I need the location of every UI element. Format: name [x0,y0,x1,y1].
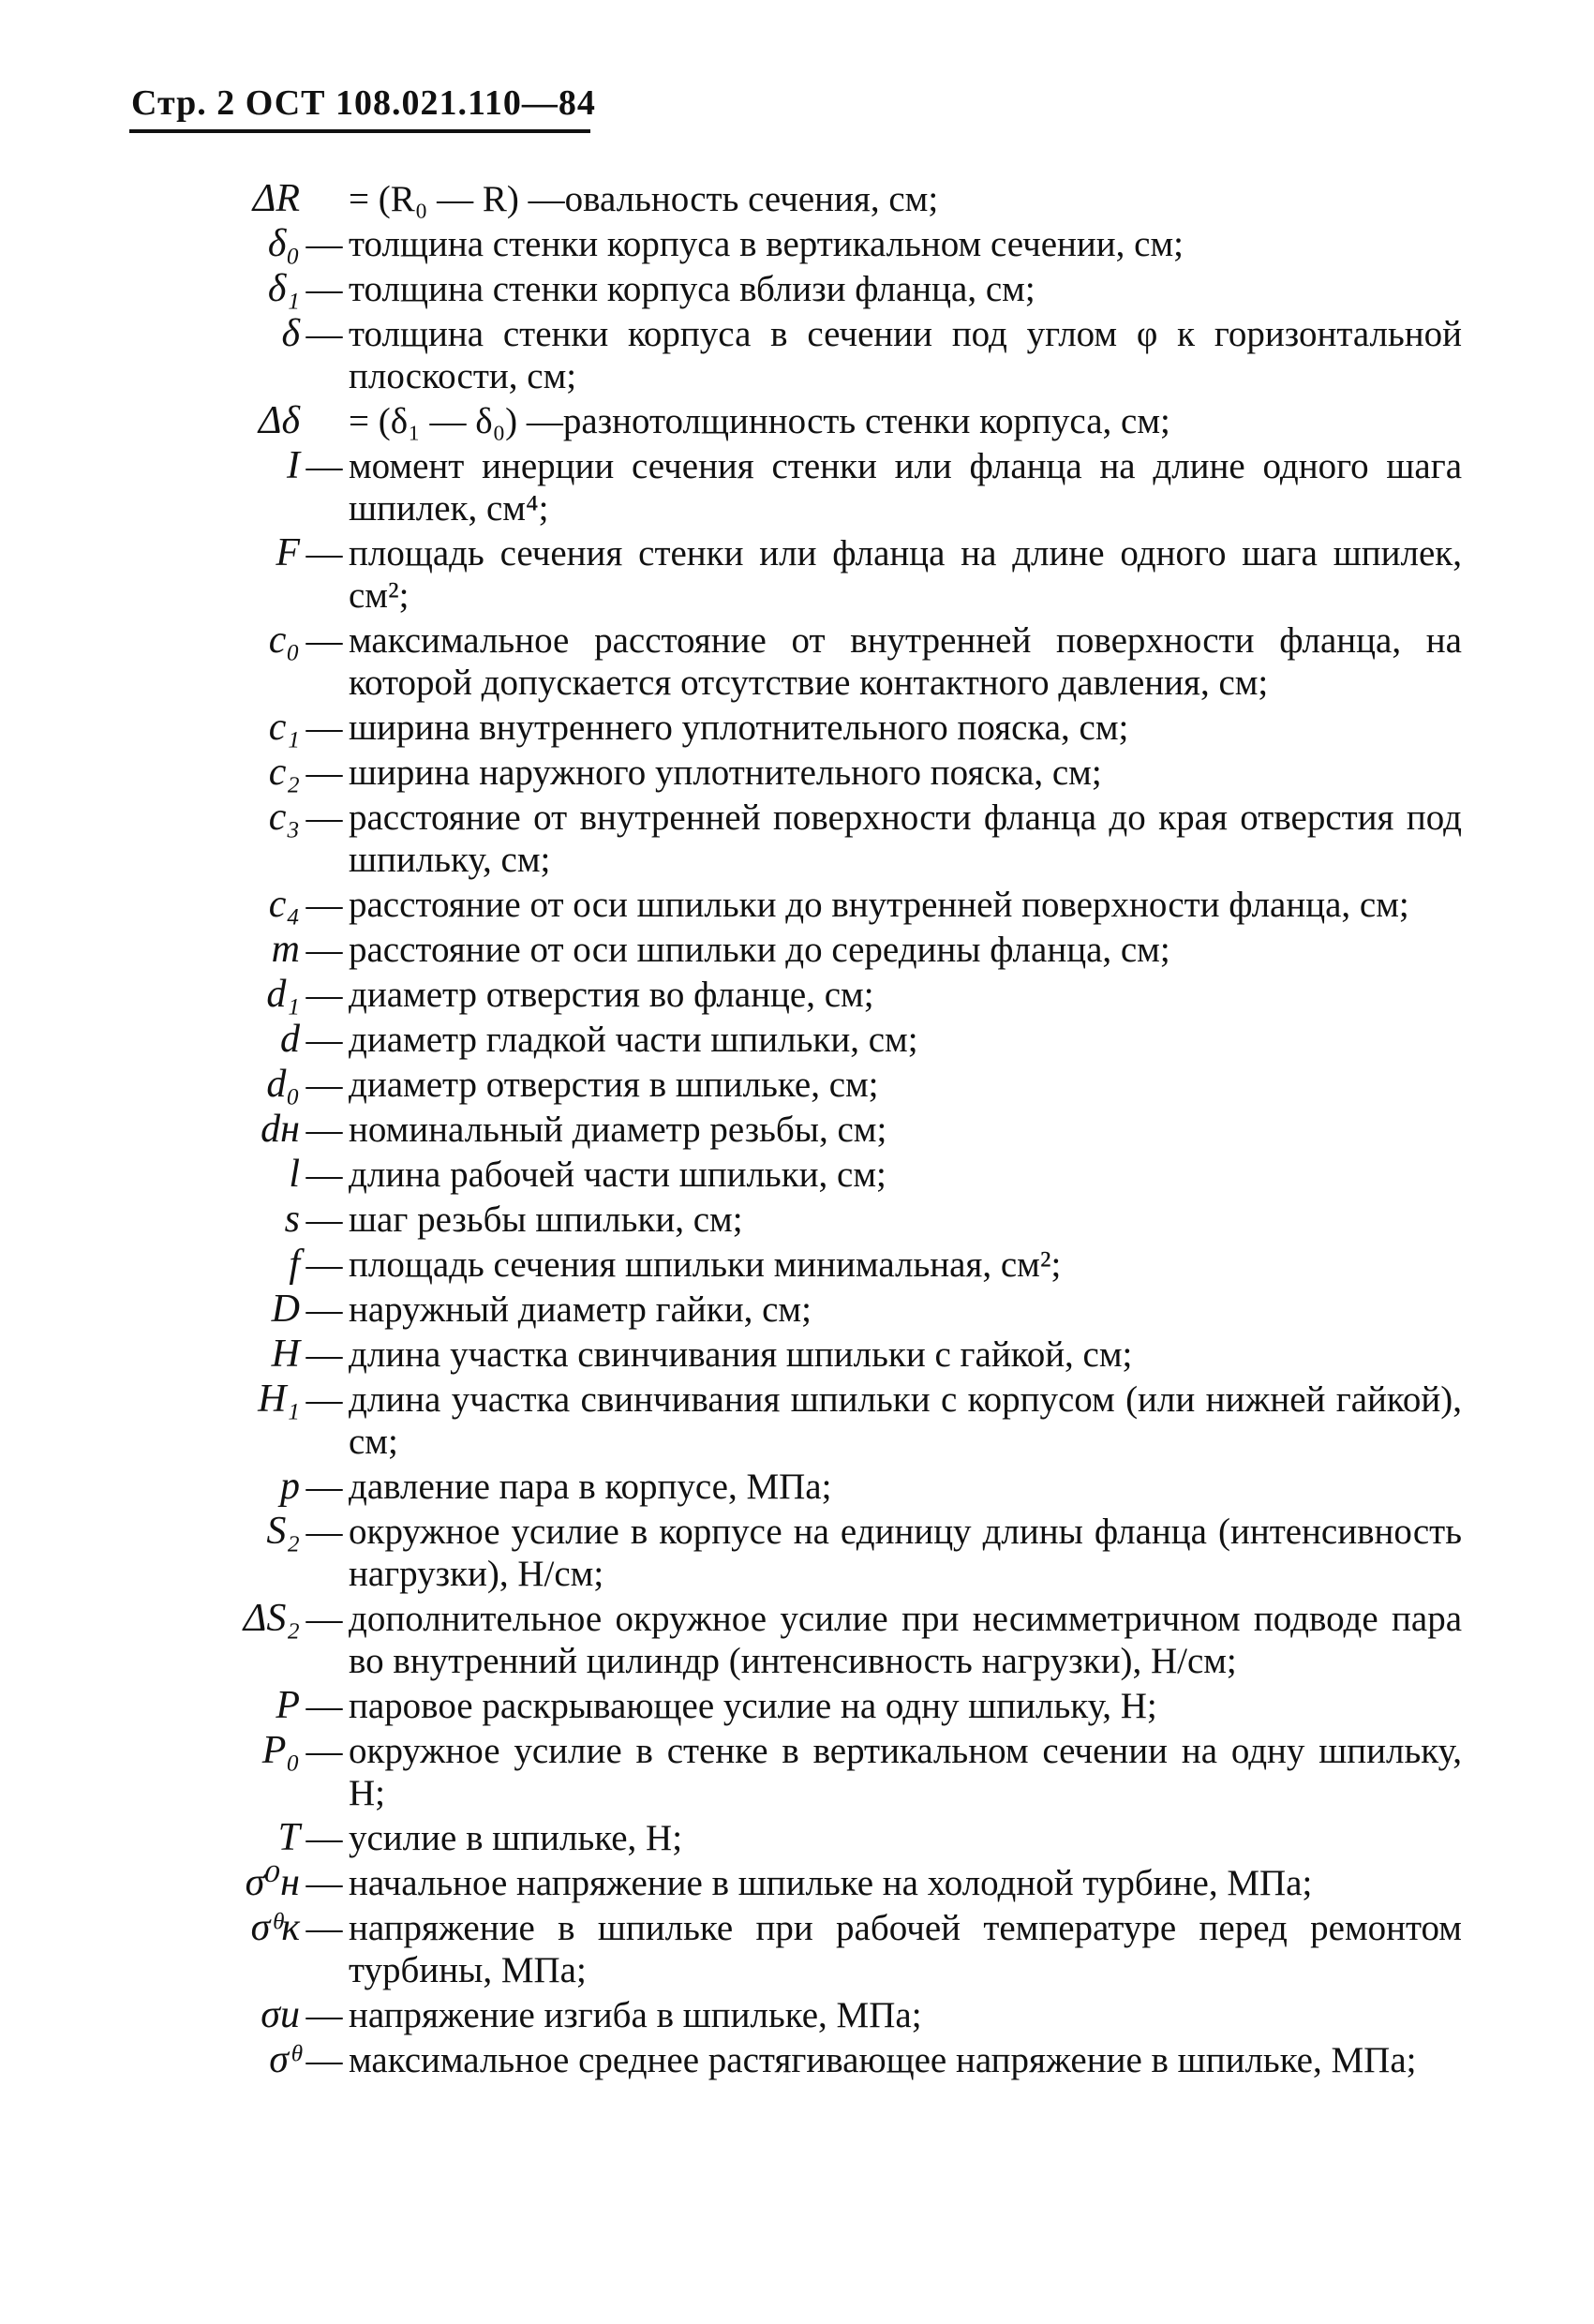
definition-dash: — [305,1467,343,1507]
definition-dash: — [305,752,343,793]
definition-text: расстояние от внутренней поверхности фланца до края отверстия под шпильку, см; [349,797,1462,880]
definition-text: момент инерции сечения стенки или фланца на длине одного шага шпилек, см⁴; [349,446,1462,529]
definition-text: напряжение в шпильке при рабочей температуре перед ремонтом турбины, МПа; [349,1908,1462,1990]
definition-dash: — [305,1155,343,1195]
definition-text: = (δ₁ — δ₀) —разнотолщинность стенки корпуса, см; [349,401,1170,441]
definition-text: номинальный диаметр резьбы, см; [349,1110,887,1150]
definition-text: толщина стенки корпуса в вертикальном сечении, см; [349,224,1184,264]
definition-dash: — [305,1863,343,1903]
definition-item [159,445,1462,529]
definition-text: толщина стенки корпуса в сечении под углом φ к горизонтальной плоскости, см; [349,314,1462,396]
definition-symbol: σᶿк [250,1906,300,1949]
definition-item [159,1685,1462,1727]
definition-symbol: I [287,444,300,487]
definition-symbol: d₁ [266,973,300,1016]
page-header: Стр. 2 ОСТ 108.021.110—84 [131,83,596,123]
definition-text: наружный диаметр гайки, см; [349,1289,812,1330]
definition-item [159,974,1462,1016]
definition-symbol: f [289,1243,300,1286]
definition-item [159,1994,1462,2036]
definition-item [159,1378,1462,1463]
definition-item [159,400,1462,442]
definition-dash: — [305,1334,343,1375]
definition-item [159,1289,1462,1331]
definition-text: максимальное расстояние от внутренней поверхности фланца, на которой допускается отсутствие контактного давления, см; [349,620,1462,703]
definition-dash: — [305,620,343,661]
definition-dash: — [305,708,343,748]
definition-dash: — [305,314,343,354]
definition-symbol: T [277,1816,300,1859]
definition-item [159,619,1462,704]
definition-item [159,1907,1462,1991]
definition-dash: — [305,1199,343,1240]
definition-symbol: c₃ [268,796,300,839]
definition-item [159,223,1462,265]
definition-text: дополнительное окружное усилие при несимметричном подводе пара во внутренний цилиндр (интенсивность нагрузки), Н/см; [349,1599,1462,1681]
definition-dash: — [305,1818,343,1858]
definition-dash: — [305,1379,343,1420]
definition-symbol: ΔS₂ [243,1597,300,1640]
definition-item [159,1511,1462,1595]
definition-dash: — [305,224,343,264]
definition-text: начальное напряжение в шпильке на холодной турбине, МПа; [349,1863,1313,1903]
definition-item [159,1109,1462,1151]
definition-symbol: S₂ [266,1510,300,1553]
definition-dash: — [305,1020,343,1060]
definition-text: диаметр гладкой части шпильки, см; [349,1020,918,1060]
definition-symbol: Δδ [258,399,300,442]
definition-symbol: p [280,1465,300,1508]
definition-symbol: σи [261,1993,300,2036]
definition-symbol: dн [261,1108,300,1151]
definition-dash: — [305,446,343,486]
definition-item [159,178,1462,220]
definition-item [159,2039,1462,2081]
definition-item [159,1199,1462,1241]
definition-item [159,797,1462,881]
definition-symbol: δ₁ [267,267,300,310]
definition-symbol: s [284,1198,300,1241]
definition-item [159,707,1462,749]
definition-text: паровое раскрывающее усилие на одну шпильку, Н; [349,1686,1157,1726]
definition-dash: — [305,1244,343,1285]
definition-text: ширина внутреннего уплотнительного пояска, см; [349,708,1129,748]
definition-item [159,884,1462,926]
definition-item [159,752,1462,794]
definition-dash: — [305,533,343,574]
definition-item [159,929,1462,971]
definition-item [159,1333,1462,1376]
definition-text: длина рабочей части шпильки, см; [349,1155,886,1195]
definition-dash: — [305,885,343,925]
definition-text: усилие в шпильке, Н; [349,1818,683,1858]
definition-symbol: P [276,1684,300,1727]
definition-text: окружное усилие в стенке в вертикальном сечении на одну шпильку, Н; [349,1731,1462,1813]
definition-item [159,268,1462,310]
definition-dash: — [305,1599,343,1639]
definition-text: давление пара в корпусе, МПа; [349,1467,832,1507]
definition-dash: — [305,1995,343,2035]
definition-text: длина участка свинчивания шпильки с гайкой, см; [349,1334,1133,1375]
definition-dash: — [305,1731,343,1771]
definition-symbol: P₀ [261,1729,300,1772]
definition-dash: — [305,1686,343,1726]
definition-item [159,1154,1462,1196]
definition-text: площадь сечения стенки или фланца на длине одного шага шпилек, см²; [349,533,1462,616]
definition-symbol: δ₀ [267,222,300,265]
definitions-list [159,178,1462,2084]
definition-text: расстояние от оси шпильки до внутренней поверхности фланца, см; [349,885,1409,925]
definition-symbol: δ [281,312,300,355]
header-underline [129,129,590,133]
definition-symbol: l [289,1153,300,1196]
definition-dash: — [305,930,343,970]
definition-symbol: d [280,1018,300,1061]
definition-item [159,313,1462,397]
definition-item [159,1598,1462,1682]
definition-item [159,1064,1462,1106]
definition-dash: — [305,1065,343,1105]
definition-dash: — [305,1512,343,1552]
definition-text: = (R₀ — R) —овальность сечения, см; [349,179,939,219]
definition-symbol: σ⁰н [245,1861,300,1904]
definition-symbol: σᶿ [269,2038,300,2081]
definition-symbol: c₀ [268,618,300,662]
definition-text: диаметр отверстия в шпильке, см; [349,1065,879,1105]
definition-item [159,1244,1462,1286]
definition-dash: — [305,975,343,1015]
definition-dash: — [305,1289,343,1330]
definition-symbol: c₁ [268,706,300,749]
definition-symbol: H₁ [258,1378,300,1421]
definition-text: напряжение изгиба в шпильке, МПа; [349,1995,922,2035]
definition-text: диаметр отверстия во фланце, см; [349,975,874,1015]
definition-symbol: H [271,1333,300,1376]
definition-text: ширина наружного уплотнительного пояска, см; [349,752,1102,793]
definition-item [159,532,1462,617]
definition-text: окружное усилие в корпусе на единицу длины фланца (интенсивность нагрузки), Н/см; [349,1512,1462,1594]
definition-dash: — [305,797,343,838]
definition-dash: — [305,269,343,309]
definition-item [159,1862,1462,1904]
definition-text: толщина стенки корпуса вблизи фланца, см; [349,269,1035,309]
definition-symbol: m [271,928,300,971]
definition-text: длина участка свинчивания шпильки с корпусом (или нижней гайкой), см; [349,1379,1462,1462]
definition-symbol: d₀ [266,1063,300,1106]
definition-symbol: c₄ [268,883,300,926]
definition-item [159,1466,1462,1508]
definition-symbol: D [271,1288,300,1331]
definition-dash: — [305,2040,343,2080]
definition-text: шаг резьбы шпильки, см; [349,1199,743,1240]
definition-item [159,1019,1462,1061]
definition-symbol: c₂ [268,751,300,794]
definition-symbol: ΔR [252,177,300,220]
definition-dash: — [305,1908,343,1948]
definition-dash: — [305,1110,343,1150]
definition-item [159,1817,1462,1859]
definition-item [159,1730,1462,1814]
definition-symbol: F [276,531,300,574]
definition-text: расстояние от оси шпильки до середины фланца, см; [349,930,1170,970]
definition-text: максимальное среднее растягивающее напряжение в шпильке, МПа; [349,2040,1417,2080]
definition-text: площадь сечения шпильки минимальная, см²; [349,1244,1062,1285]
